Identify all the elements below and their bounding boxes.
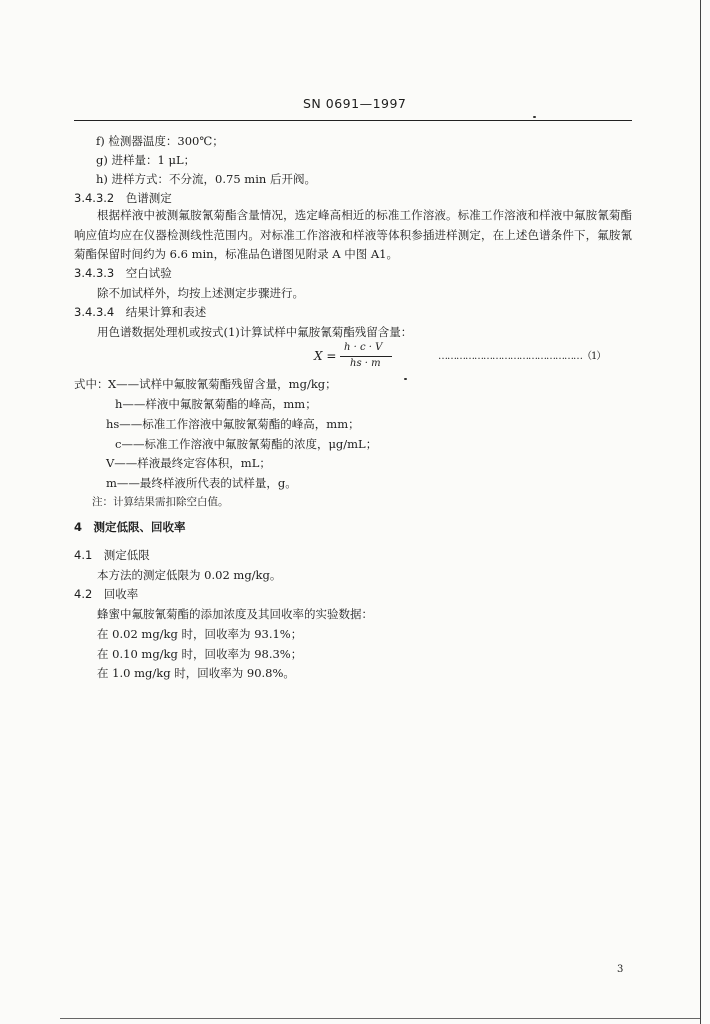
heading-4-1: 4.1 测定低限 (74, 548, 150, 562)
formula-lhs: X = (314, 349, 337, 363)
var-V: V——样液最终定容体积，mL； (106, 456, 271, 470)
recovery-line-2: 在 0.10 mg/kg 时，回收率为 98.3%； (97, 647, 303, 661)
var-hs: hs——标准工作溶液中氟胺氰菊酯的峰高，mm； (106, 417, 360, 431)
where-intro: 式中： (74, 377, 109, 391)
var-X: X——试样中氟胺氰菊酯残留含量，mg/kg； (108, 377, 337, 391)
paragraph-3-4-3-3: 除不加试样外，均按上述测定步骤进行。 (97, 286, 304, 300)
paragraph-4-2-intro: 蜂蜜中氟胺氰菊酯的添加浓度及其回收率的实验数据： (97, 607, 373, 621)
heading-4-2: 4.2 回收率 (74, 587, 139, 601)
fraction-bar (340, 356, 392, 357)
scan-edge-bottom (60, 1018, 700, 1019)
item-g: g) 进样量：1 μL； (96, 153, 196, 167)
paragraph-3-4-3-4: 用色谱数据处理机或按式(1)计算试样中氟胺氰菊酯残留含量： (97, 325, 413, 339)
formula-denominator: hs · m (350, 358, 381, 369)
scan-speck (533, 116, 536, 118)
recovery-line-1: 在 0.02 mg/kg 时，回收率为 93.1%； (97, 627, 303, 641)
heading-3-4-3-2: 3.4.3.2 色谱测定 (74, 191, 172, 205)
formula-numerator: h · c · V (344, 342, 383, 353)
var-c: c——标准工作溶液中氟胺氰菊酯的浓度，μg/mL； (115, 437, 378, 451)
calc-note: 注：计算结果需扣除空白值。 (92, 496, 229, 508)
page-number: 3 (617, 964, 624, 975)
scan-edge-right (700, 0, 701, 1024)
var-m: m——最终样液所代表的试样量，g。 (106, 476, 297, 490)
header-rule (74, 120, 632, 121)
standard-code: SN 0691—1997 (303, 96, 407, 111)
item-f: f) 检测器温度：300℃； (96, 134, 224, 148)
paragraph-4-1: 本方法的测定低限为 0.02 mg/kg。 (97, 568, 282, 582)
var-h: h——样液中氟胺氰菊酯的峰高，mm； (115, 397, 317, 411)
heading-4: 4 测定低限、回收率 (74, 520, 186, 534)
formula-number: …………………………………………（1） (438, 351, 606, 362)
scan-speck (404, 378, 407, 380)
paragraph-3-4-3-2: 根据样液中被测氟胺氰菊酯含量情况，选定峰高相近的标准工作溶液。标准工作溶液和样液中氟胺氰菊酯响应值均应在仪器检测线性范围内。对标准工作溶液和样液等体积参插进样测定，在上述色谱条件下，氟胺氰菊酯保留时间约为 6.6 min，标准品色谱图见附录 A 中图 A1。 (74, 208, 632, 261)
heading-3-4-3-3: 3.4.3.3 空白试验 (74, 266, 172, 280)
recovery-line-3: 在 1.0 mg/kg 时，回收率为 90.8%。 (97, 666, 295, 680)
item-h: h) 进样方式：不分流，0.75 min 后开阀。 (96, 172, 316, 186)
heading-3-4-3-4: 3.4.3.4 结果计算和表述 (74, 305, 207, 319)
